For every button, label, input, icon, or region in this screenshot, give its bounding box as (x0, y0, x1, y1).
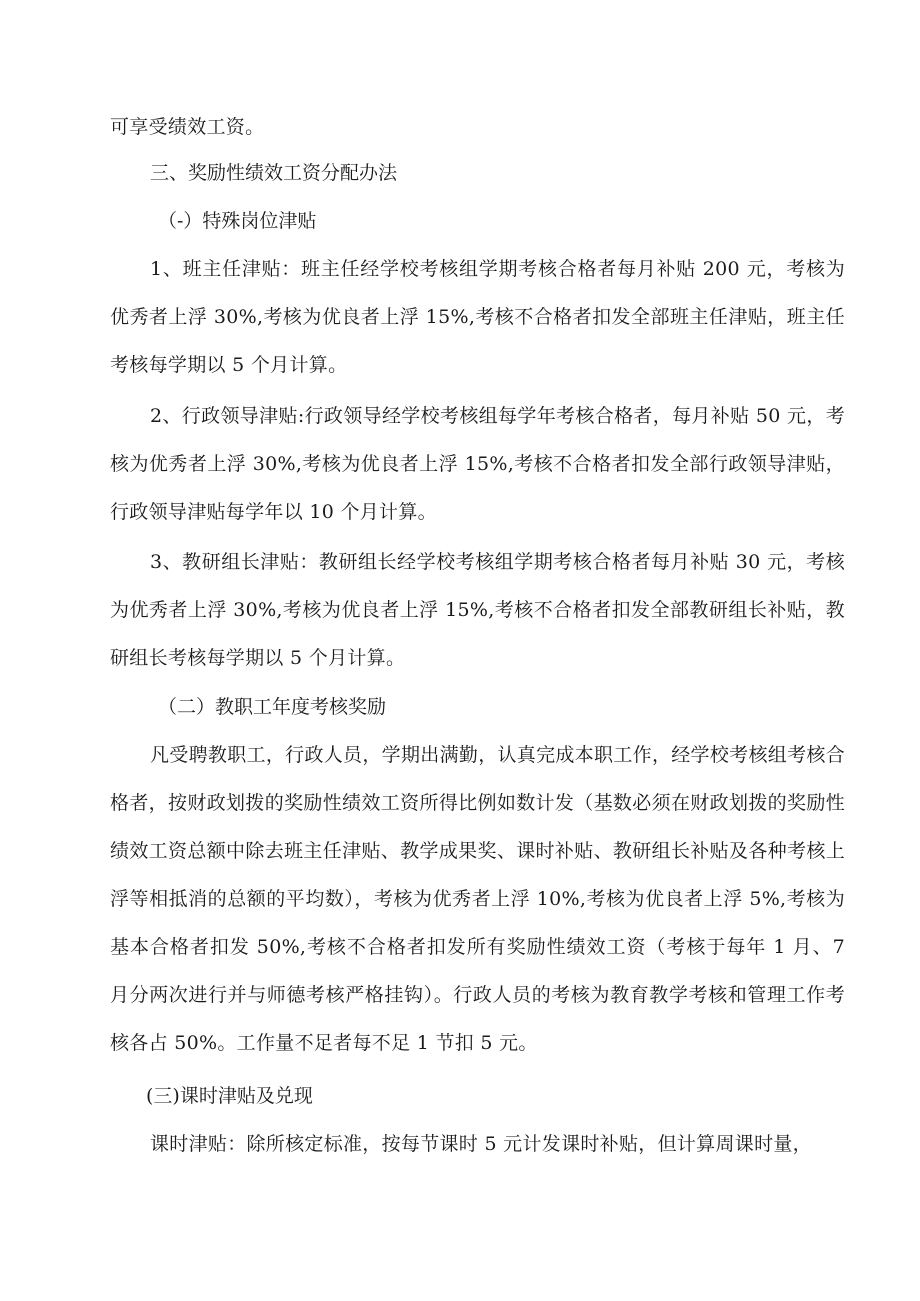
subsection-heading-class-hour-allowance: (三)课时津贴及兑现 (146, 1085, 313, 1107)
section-heading-3: 三、奖励性绩效工资分配办法 (150, 162, 398, 184)
paragraph-class-teacher-allowance: 1、班主任津贴：班主任经学校考核组学期考核合格者每月补贴 200 元，考核为优秀者上浮 30%,考核为优良者上浮 15%,考核不合格者扣发全部班主任津贴，班主任考核每学期以 5 个月计算。 (110, 258, 845, 376)
subsection-heading-annual-assessment-reward: （二）教职工年度考核奖励 (158, 696, 387, 718)
paragraph-admin-leader-allowance: 2、行政领导津贴:行政领导经学校考核组每学年考核合格者，每月补贴 50 元，考核为优秀者上浮 30%,考核为优良者上浮 15%,考核不合格者扣发全部行政领导津贴，行政领导津贴每学年以 10 个月计算。 (110, 405, 845, 523)
paragraph-class-hour-allowance: 课时津贴：除所核定标准，按每节课时 5 元计发课时补贴，但计算周课时量， (150, 1133, 812, 1155)
paragraph-continuation: 可享受绩效工资。 (110, 116, 265, 138)
paragraph-annual-assessment-details: 凡受聘教职工，行政人员，学期出满勤，认真完成本职工作，经学校考核组考核合格者，按财政划拨的奖励性绩效工资所得比例如数计发（基数必须在财政划拨的奖励性绩效工资总额中除去班主任津贴、教学成果奖、课时补贴、教研组长补贴及各种考核上浮等相抵消的总额的平均数），考核为优秀者上浮 10%,考核为优良者上浮 5%,考核为基本合格者扣发 50%,考核不合格者扣发所有奖励性绩效工资（考核于每年 1 月、7 月分两次进行并与师德考核严格挂钩）。行政人员的考核为教育教学考核和管理工作考核各占 50%。工作量不足者每不足 1 节扣 5 元。 (110, 744, 845, 1054)
paragraph-research-group-leader-allowance: 3、教研组长津贴：教研组长经学校考核组学期考核合格者每月补贴 30 元，考核为优秀者上浮 30%,考核为优良者上浮 15%,考核不合格者扣发全部教研组长补贴，教研组长考核每学期以 5 个月计算。 (110, 551, 845, 669)
subsection-heading-special-post-allowance: （-）特殊岗位津贴 (158, 210, 317, 232)
